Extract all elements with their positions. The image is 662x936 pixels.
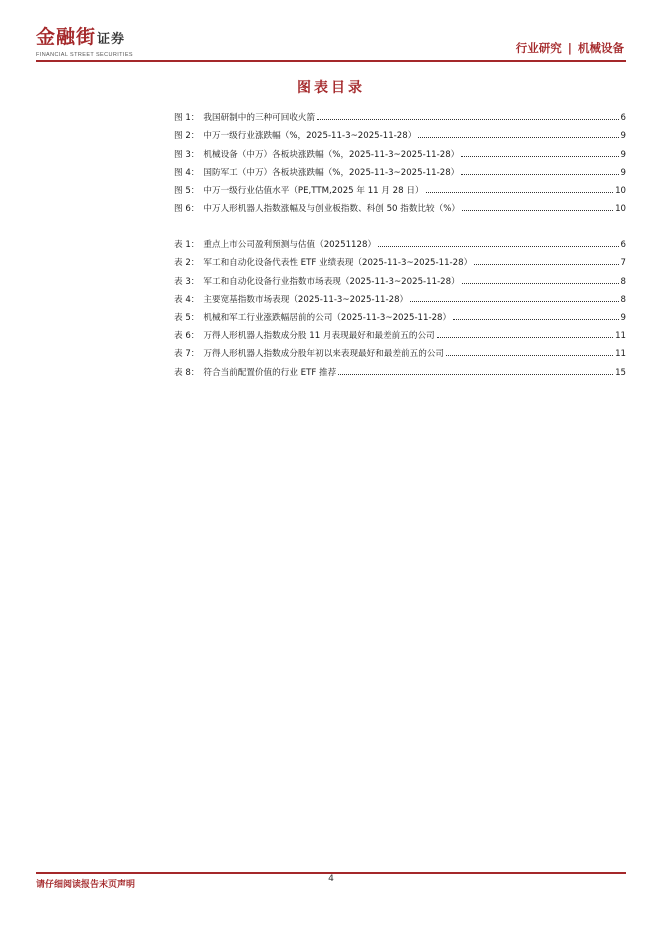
- toc-leader-dots: [410, 301, 618, 302]
- toc-leader-dots: [474, 264, 618, 265]
- report-category: [516, 40, 624, 56]
- toc-entry-label: 图 3：: [174, 149, 200, 160]
- toc-entry-page: 6: [620, 240, 626, 251]
- toc-entry-label: 图 4：: [174, 167, 200, 178]
- toc-entry-label: 图 1：: [174, 113, 200, 124]
- toc-entry-label: 图 5：: [174, 185, 200, 196]
- toc-entry-page: 9: [620, 131, 626, 142]
- toc-entry-label: 图 2：: [174, 131, 200, 142]
- toc-entry[interactable]: [174, 178, 626, 196]
- toc-entry-label: 表 2：: [174, 258, 200, 269]
- toc-leader-dots: [418, 137, 618, 138]
- toc-entry-page: 6: [620, 113, 626, 124]
- toc-entry[interactable]: [174, 141, 626, 159]
- toc-entry-page: 9: [620, 167, 626, 178]
- header-divider: [36, 60, 626, 62]
- toc-entry-label: 表 4：: [174, 294, 200, 305]
- toc-entry-page: 7: [620, 258, 626, 269]
- toc-entry[interactable]: [174, 123, 626, 141]
- toc-entry-title: 我国研制中的三种可回收火箭: [203, 113, 316, 124]
- toc-entry-label: 图 6：: [174, 204, 200, 215]
- toc-leader-dots: [462, 283, 619, 284]
- table-list: [174, 232, 626, 378]
- toc-entry-label: 表 5：: [174, 312, 200, 323]
- toc-entry[interactable]: [174, 250, 626, 268]
- toc-leader-dots: [453, 319, 618, 320]
- toc-entry[interactable]: [174, 287, 626, 305]
- toc-entry-title: 机械和军工行业涨跌幅居前的公司（2025-11-3~2025-11-28）: [203, 312, 452, 323]
- toc-entry[interactable]: [174, 323, 626, 341]
- toc-leader-dots: [378, 246, 618, 247]
- toc-entry[interactable]: [174, 196, 626, 214]
- toc-entry-title: 主要宽基指数市场表现（2025-11-3~2025-11-28）: [203, 294, 409, 305]
- toc-entry[interactable]: [174, 341, 626, 359]
- toc-entry-page: 10: [615, 204, 626, 215]
- toc-leader-dots: [446, 355, 613, 356]
- toc-entry[interactable]: [174, 232, 626, 250]
- category-label: 行业研究: [515, 41, 562, 55]
- toc-entry[interactable]: [174, 305, 626, 323]
- toc-entry-page: 8: [620, 294, 626, 305]
- toc-leader-dots: [426, 192, 614, 193]
- toc-entry-label: 表 1：: [174, 240, 200, 251]
- toc-entry-page: 9: [620, 312, 626, 323]
- toc-leader-dots: [317, 119, 618, 120]
- toc-entry-title: 中万一级行业涨跌幅（%，2025-11-3~2025-11-28）: [203, 131, 417, 142]
- figure-list: [174, 105, 626, 214]
- page-title: 图表目录: [297, 80, 365, 96]
- toc-entry[interactable]: [174, 105, 626, 123]
- toc-entry-title: 万得人形机器人指数成分股 11 月表现最好和最差前五的公司: [203, 331, 435, 342]
- toc-entry-label: 表 3：: [174, 276, 200, 287]
- toc-entry-page: 9: [620, 149, 626, 160]
- toc-entry-title: 符合当前配置价值的行业 ETF 推荐: [203, 367, 337, 378]
- sector-label: 机械设备: [578, 41, 624, 55]
- toc-entry-page: 15: [615, 367, 626, 378]
- toc-entry-label: 表 7：: [174, 349, 200, 360]
- page-number: 4: [328, 874, 334, 884]
- page-header: [0, 0, 662, 70]
- logo-english: FINANCIAL STREET SECURITIES: [36, 52, 133, 58]
- toc-entry-title: 军工和自动化设备代表性 ETF 业绩表现（2025-11-3~2025-11-28）: [203, 258, 473, 269]
- toc-entry-page: 11: [615, 349, 626, 360]
- toc-entry-title: 军工和自动化设备行业指数市场表现（2025-11-3~2025-11-28）: [203, 276, 460, 287]
- toc-entry-title: 重点上市公司盈利预测与估值（20251128）: [203, 240, 377, 251]
- toc-entry-title: 中万人形机器人指数涨幅及与创业板指数、科创 50 指数比较（%）: [203, 204, 460, 215]
- toc-entry[interactable]: [174, 359, 626, 377]
- toc-entry-page: 8: [620, 276, 626, 287]
- company-logo: [36, 26, 133, 59]
- toc-leader-dots: [461, 174, 618, 175]
- toc-entry-label: 表 8：: [174, 367, 200, 378]
- toc-leader-dots: [437, 337, 613, 338]
- category-separator: |: [567, 41, 572, 55]
- toc-entry-title: 国防军工（中万）各板块涨跌幅（%，2025-11-3~2025-11-28）: [203, 167, 460, 178]
- toc-entry[interactable]: [174, 160, 626, 178]
- toc-entry-title: 中万一级行业估值水平（PE,TTM,2025 年 11 月 28 日）: [203, 185, 424, 196]
- toc-entry-title: 万得人形机器人指数成分股年初以来表现最好和最差前五的公司: [203, 349, 445, 360]
- logo-cn-small: 证券: [97, 32, 126, 47]
- toc-leader-dots: [461, 156, 618, 157]
- toc-leader-dots: [462, 210, 613, 211]
- footer-disclaimer: 请仔细阅读报告末页声明: [36, 880, 136, 890]
- toc-entry-page: 11: [615, 331, 626, 342]
- toc-entry-label: 表 6：: [174, 331, 200, 342]
- toc-leader-dots: [338, 374, 613, 375]
- toc-entry-title: 机械设备（中万）各板块涨跌幅（%，2025-11-3~2025-11-28）: [203, 149, 460, 160]
- logo-chinese: [36, 26, 133, 51]
- logo-cn-main: 金融街: [36, 26, 97, 48]
- toc-entry[interactable]: [174, 268, 626, 286]
- toc-entry-page: 10: [615, 185, 626, 196]
